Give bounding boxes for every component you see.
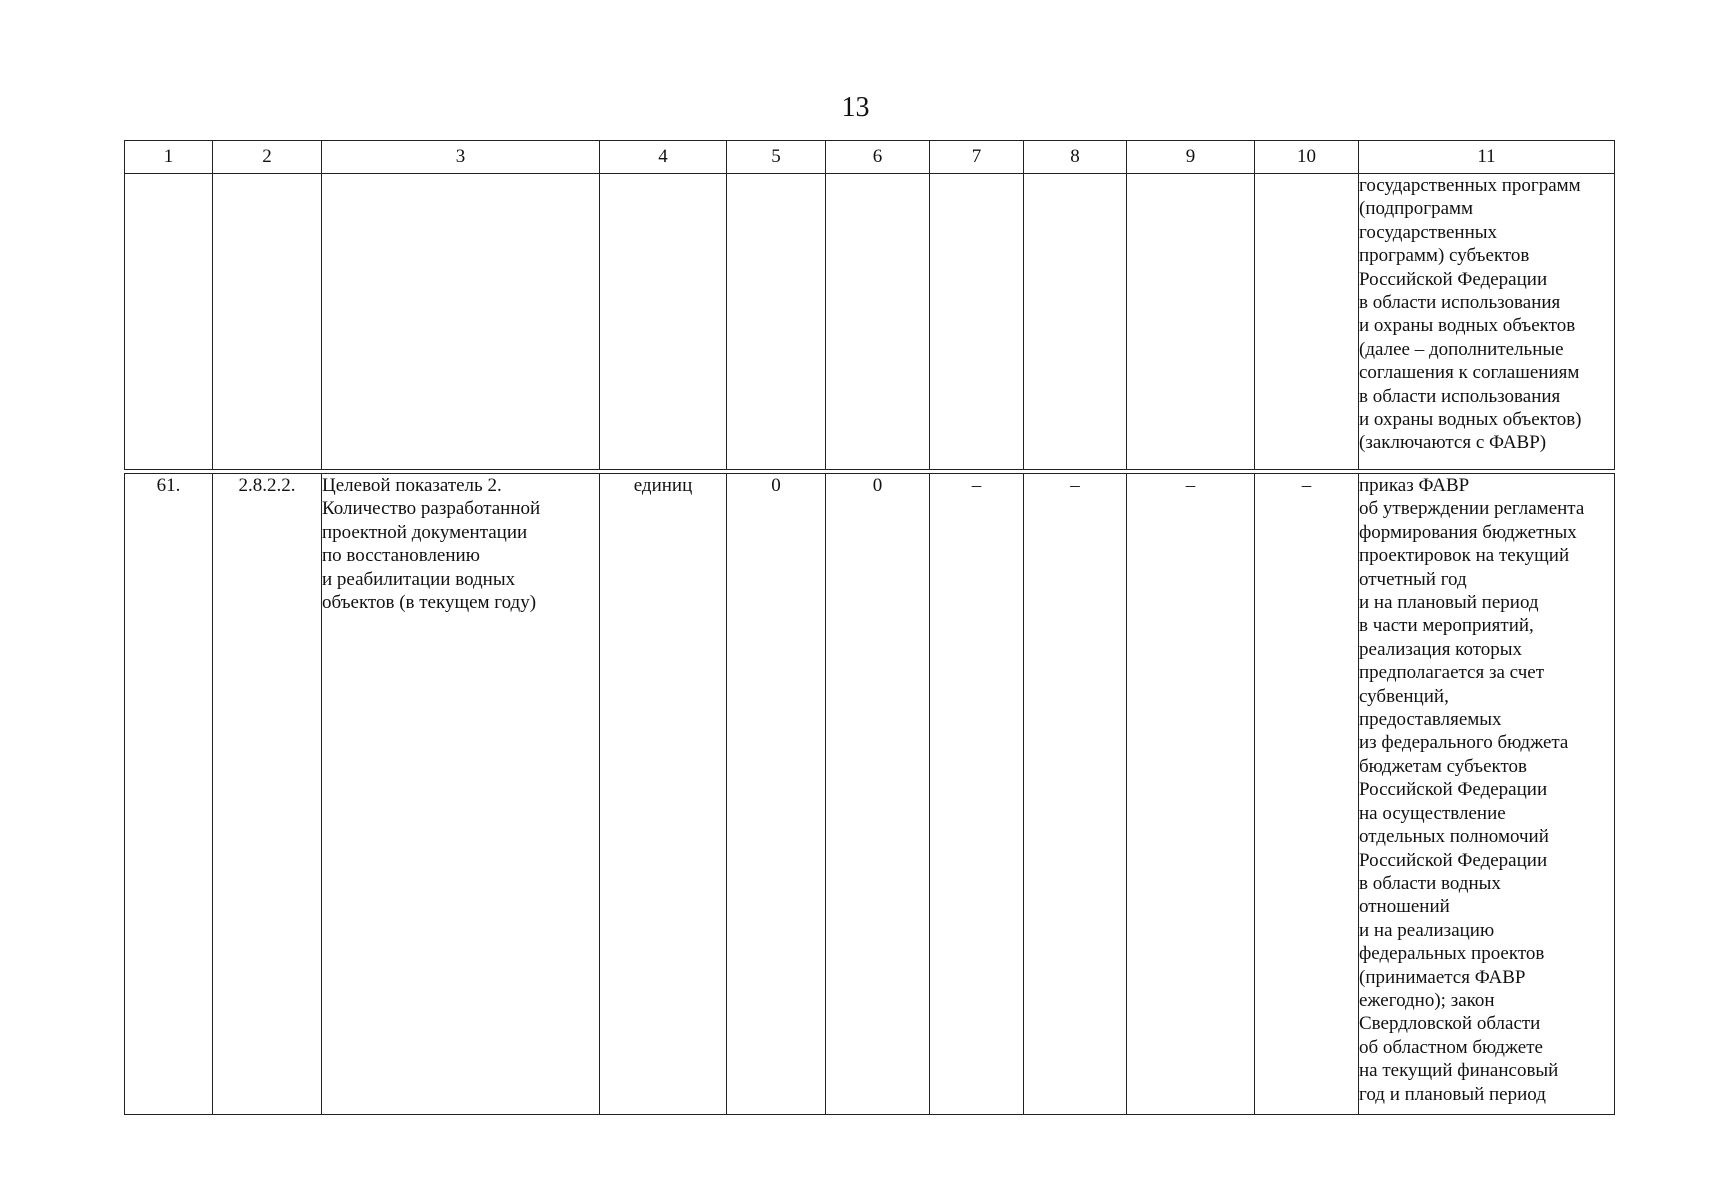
header-col-11: 11 — [1359, 141, 1615, 174]
text-line: об утверждении регламента — [1359, 498, 1585, 520]
text-line: (далее – дополнительные — [1359, 338, 1564, 360]
header-col-8: 8 — [1024, 141, 1127, 174]
cell-empty — [1024, 174, 1127, 470]
text-line: Российской Федерации — [1359, 268, 1548, 290]
continuation-row — [125, 174, 1615, 470]
table-row-61 — [125, 474, 1615, 1115]
indicators-table — [124, 140, 1615, 1115]
cell-empty — [322, 174, 600, 470]
text-line: предполагается за счет — [1359, 662, 1544, 684]
text-line: отчетный год — [1359, 568, 1467, 590]
row-code: 2.8.2.2. — [213, 474, 322, 1115]
value-col-8: – — [1024, 474, 1127, 1115]
text-line: и реабилитации водных — [322, 568, 516, 590]
text-line: отдельных полномочий — [1359, 826, 1549, 848]
header-col-10: 10 — [1255, 141, 1359, 174]
text-line: и охраны водных объектов) — [1359, 409, 1582, 431]
text-line: отношений — [1359, 896, 1450, 918]
header-col-5: 5 — [727, 141, 826, 174]
text-line: приказ ФАВР — [1359, 475, 1470, 496]
value-col-9: – — [1127, 474, 1255, 1115]
cell-empty — [125, 174, 213, 470]
header-col-3: 3 — [322, 141, 600, 174]
indicator-name-cell — [322, 474, 600, 1115]
header-col-2: 2 — [213, 141, 322, 174]
text-line: Российской Федерации — [1359, 779, 1548, 801]
continuation-basis-cell — [1359, 174, 1615, 470]
text-line: год и плановый период — [1359, 1083, 1546, 1105]
value-col-7: – — [930, 474, 1024, 1115]
text-line: в части мероприятий, — [1359, 615, 1534, 637]
value-col-6: 0 — [826, 474, 930, 1115]
row-number: 61. — [125, 474, 213, 1115]
header-col-9: 9 — [1127, 141, 1255, 174]
value-col-5: 0 — [727, 474, 826, 1115]
text-line: об областном бюджете — [1359, 1036, 1543, 1058]
text-line: по восстановлению — [322, 545, 480, 567]
text-line: формирования бюджетных — [1359, 521, 1577, 543]
text-line: (принимается ФАВР — [1359, 966, 1526, 988]
cell-empty — [600, 174, 727, 470]
text-line: и на реализацию — [1359, 919, 1495, 941]
page-number: 13 — [841, 92, 870, 123]
text-line: и охраны водных объектов — [1359, 315, 1576, 337]
cell-empty — [1127, 174, 1255, 470]
text-line: реализация которых — [1359, 638, 1523, 660]
column-numbers-header — [125, 141, 1615, 174]
header-col-4: 4 — [600, 141, 727, 174]
text-line: на осуществление — [1359, 802, 1506, 824]
header-col-1: 1 — [125, 141, 213, 174]
text-line: Российской Федерации — [1359, 849, 1548, 871]
text-line: в области использования — [1359, 385, 1561, 407]
text-line: государственных — [1359, 221, 1498, 243]
text-line: и на плановый период — [1359, 592, 1539, 614]
text-line: соглашения к соглашениям — [1359, 362, 1580, 384]
cell-empty — [727, 174, 826, 470]
text-line: в области водных — [1359, 872, 1501, 894]
cell-empty — [930, 174, 1024, 470]
text-line: бюджетам субъектов — [1359, 755, 1528, 777]
cell-empty — [213, 174, 322, 470]
text-line: проектировок на текущий — [1359, 545, 1570, 567]
text-line: из федерального бюджета — [1359, 732, 1569, 754]
header-col-6: 6 — [826, 141, 930, 174]
text-line: (заключаются с ФАВР) — [1359, 432, 1547, 454]
text-line: в области использования — [1359, 292, 1561, 314]
cell-empty — [826, 174, 930, 470]
text-line: программ) субъектов — [1359, 245, 1530, 267]
text-line: субвенций, — [1359, 685, 1449, 707]
text-line: федеральных проектов — [1359, 943, 1545, 965]
text-line: государственных программ — [1359, 175, 1581, 196]
text-line: (подпрограмм — [1359, 198, 1474, 220]
text-line: Свердловской области — [1359, 1013, 1541, 1035]
text-line: предоставляемых — [1359, 709, 1502, 731]
basis-document-cell — [1359, 474, 1615, 1115]
text-line: объектов (в текущем году) — [322, 592, 537, 614]
header-col-7: 7 — [930, 141, 1024, 174]
unit-cell: единиц — [600, 474, 727, 1115]
value-col-10: – — [1255, 474, 1359, 1115]
text-line: проектной документации — [322, 521, 528, 543]
text-line: Целевой показатель 2. — [322, 475, 502, 496]
text-line: на текущий финансовый — [1359, 1060, 1559, 1082]
cell-empty — [1255, 174, 1359, 470]
text-line: Количество разработанной — [322, 498, 541, 520]
text-line: ежегодно); закон — [1359, 989, 1495, 1011]
